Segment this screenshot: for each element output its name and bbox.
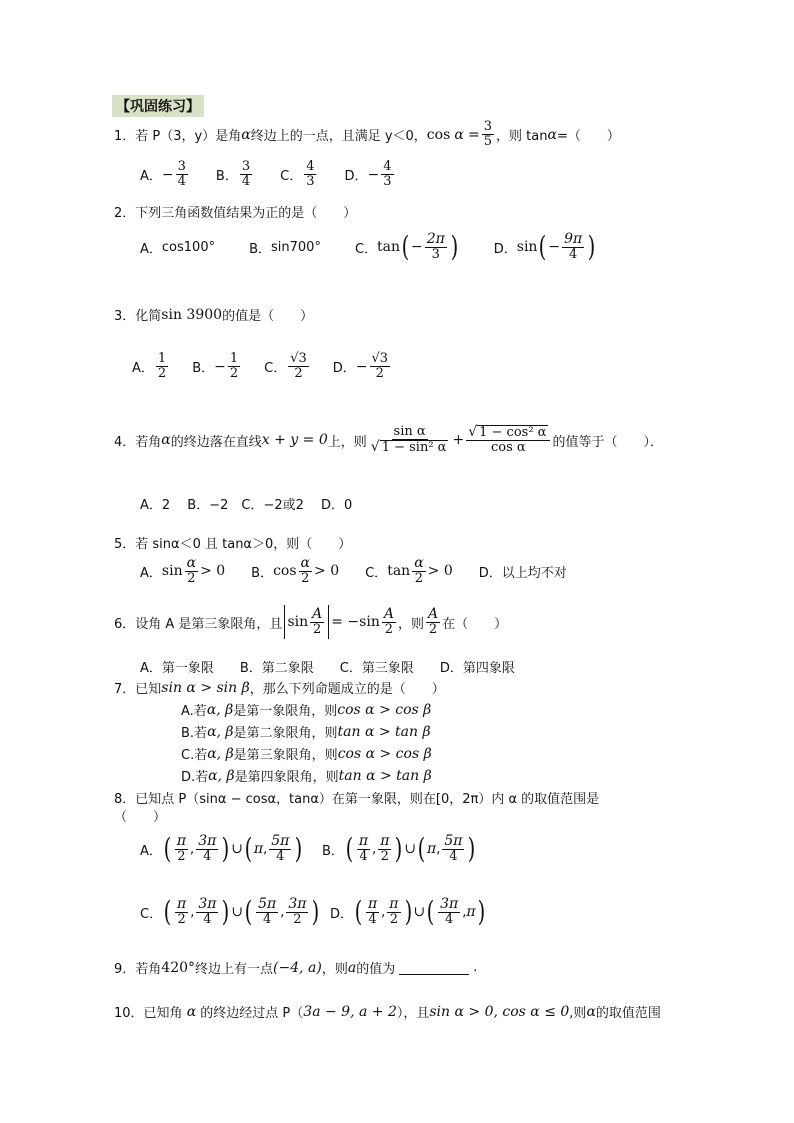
q1-alpha-3: α [547, 126, 557, 143]
q1-text-d: =（ ） [556, 129, 620, 145]
question-8-paren: （ ） [114, 810, 167, 825]
q1-cos: cos [426, 126, 451, 143]
q3-option-c[interactable]: C． $\frac{√3}{2}$ [264, 351, 307, 382]
question-3: 3．化简 sin 390 0 的值是（ ） [114, 306, 314, 324]
q1-option-a[interactable]: A． − $\frac{3}{4}$ [140, 159, 186, 190]
question-1 [114, 120, 620, 150]
q9-answer-blank[interactable] [399, 960, 469, 975]
q4-fraction-2: √ 1 − cos² α cos α [466, 425, 550, 456]
q8-option-a[interactable]: A． ( $\frac{\pi}{2}$ , $\frac{3\pi}{4}$ ) ∪ ( π , $\frac{5\pi}{4}$ ) [140, 832, 303, 866]
q5-option-c[interactable]: C． tan $\frac{\alpha}{2}$ > 0 [365, 555, 453, 587]
q2-option-b[interactable]: B． sin700° [249, 239, 321, 257]
question-9: 9．若角 420° 终边上有一点 (−4, a) ，则 a 的值为 . [114, 959, 478, 977]
q4-fraction-1: sin α √ 1 − sin² α [370, 424, 447, 456]
q1-alpha-2: α [454, 126, 464, 143]
q3-options [132, 352, 392, 382]
question-8: 8．已知点 P（sinα − cosα，tanα）在第一象限，则在[0，2π）内 α 的取值范围是 [114, 792, 600, 807]
q1-text-b: 终边上的一点，且满足 y＜0， [250, 129, 427, 145]
q5-option-d[interactable]: D．以上均不对 [478, 565, 567, 581]
q3-option-b[interactable]: B． − $\frac{1}{2}$ [192, 351, 239, 382]
q1-option-b[interactable]: B． $\frac{3}{4}$ [215, 159, 251, 190]
q1-alpha: α [241, 126, 251, 143]
section-title: 【巩固练习】 [112, 95, 204, 117]
q5-option-a[interactable]: A． sin $\frac{\alpha}{2}$ > 0 [140, 555, 226, 587]
q5-options [140, 556, 567, 587]
q7-option-c[interactable]: C.若 α, β 是第三象限角，则 cos α > cos β [181, 745, 432, 763]
q6-options[interactable]: A．第一象限 B．第二象限 C．第三象限 D．第四象限 [140, 661, 515, 676]
q1-text-a: 1．若 P（3，y）是角 [114, 129, 242, 145]
q8-option-b[interactable]: B． ( $\frac{\pi}{4}$ , $\frac{\pi}{2}$ ) ∪ ( π , $\frac{5\pi}{4}$ ) [322, 832, 476, 866]
q5-option-b[interactable]: B． cos $\frac{\alpha}{2}$ > 0 [251, 555, 340, 587]
q1-options [140, 160, 396, 190]
q4-options[interactable]: A．2 B．−2 C．−2或2 D．0 [140, 498, 353, 513]
q2-option-d[interactable]: D． sin ( − $\frac{9\pi}{4}$ ) [493, 230, 596, 264]
question-7: 7．已知 sin α > sin β ，那么下列命题成立的是（ ） [114, 679, 445, 697]
q2-options [140, 232, 597, 263]
q1-fraction: $\frac{3}{5}$ [483, 119, 493, 150]
q8-option-d[interactable]: D． ( $\frac{\pi}{4}$ , $\frac{\pi}{2}$ ) ∪ ( $\frac{3\pi}{4}$ , π ) [330, 895, 485, 929]
q3-option-d[interactable]: D． − $\frac{√3}{2}$ [332, 351, 389, 382]
q1-eq: = [468, 126, 480, 143]
q1-text-c: ，则 tan [496, 129, 548, 145]
q1-option-c[interactable]: C． $\frac{4}{3}$ [280, 159, 315, 190]
question-6: 6．设角 A 是第三象限角，且 sin $\frac{A}{2}$ = −sin $\frac{A}{2}$ ，则 $\frac{A}{2}$ 在（ ） [114, 605, 508, 638]
q4-line-equation: x + y = 0 [261, 432, 328, 449]
q8-option-c[interactable]: C． ( $\frac{\pi}{2}$ , $\frac{3\pi}{4}$ ) ∪ ( $\frac{5\pi}{4}$ , $\frac{3\pi}{2}$ ) [140, 895, 320, 929]
q1-option-d[interactable]: D． − $\frac{4}{3}$ [344, 159, 392, 190]
q7-option-a[interactable]: A.若 α, β 是第一象限角，则 cos α > cos β [181, 701, 432, 719]
q3-option-a[interactable]: A． $\frac{1}{2}$ [132, 351, 167, 382]
question-10: 10．已知角 α 的终边经过点 P（ 3a − 9, a + 2 ），且 sin α > 0, cos α ≤ 0 ,则 α 的取值范围 [114, 1003, 661, 1021]
q2-option-c[interactable]: C． tan ( − $\frac{2\pi}{3}$ ) [354, 230, 459, 264]
q7-option-b[interactable]: B.若 α, β 是第二象限角，则 tan α > tan β [181, 723, 431, 741]
question-4: 4．若角 α 的终边落在直线 x + y = 0 上，则 sin α √ 1 − sin² α + √ 1 − cos² α cos α 的值等于（ ）． [114, 424, 663, 456]
question-2: 2．下列三角函数值结果为正的是（ ） [114, 206, 357, 221]
q7-option-d[interactable]: D.若 α, β 是第四象限角，则 tan α > tan β [181, 767, 432, 785]
q2-option-a[interactable]: A． cos100° [140, 239, 216, 257]
question-5: 5．若 sinα＜0 且 tanα＞0，则（ ） [114, 537, 352, 552]
